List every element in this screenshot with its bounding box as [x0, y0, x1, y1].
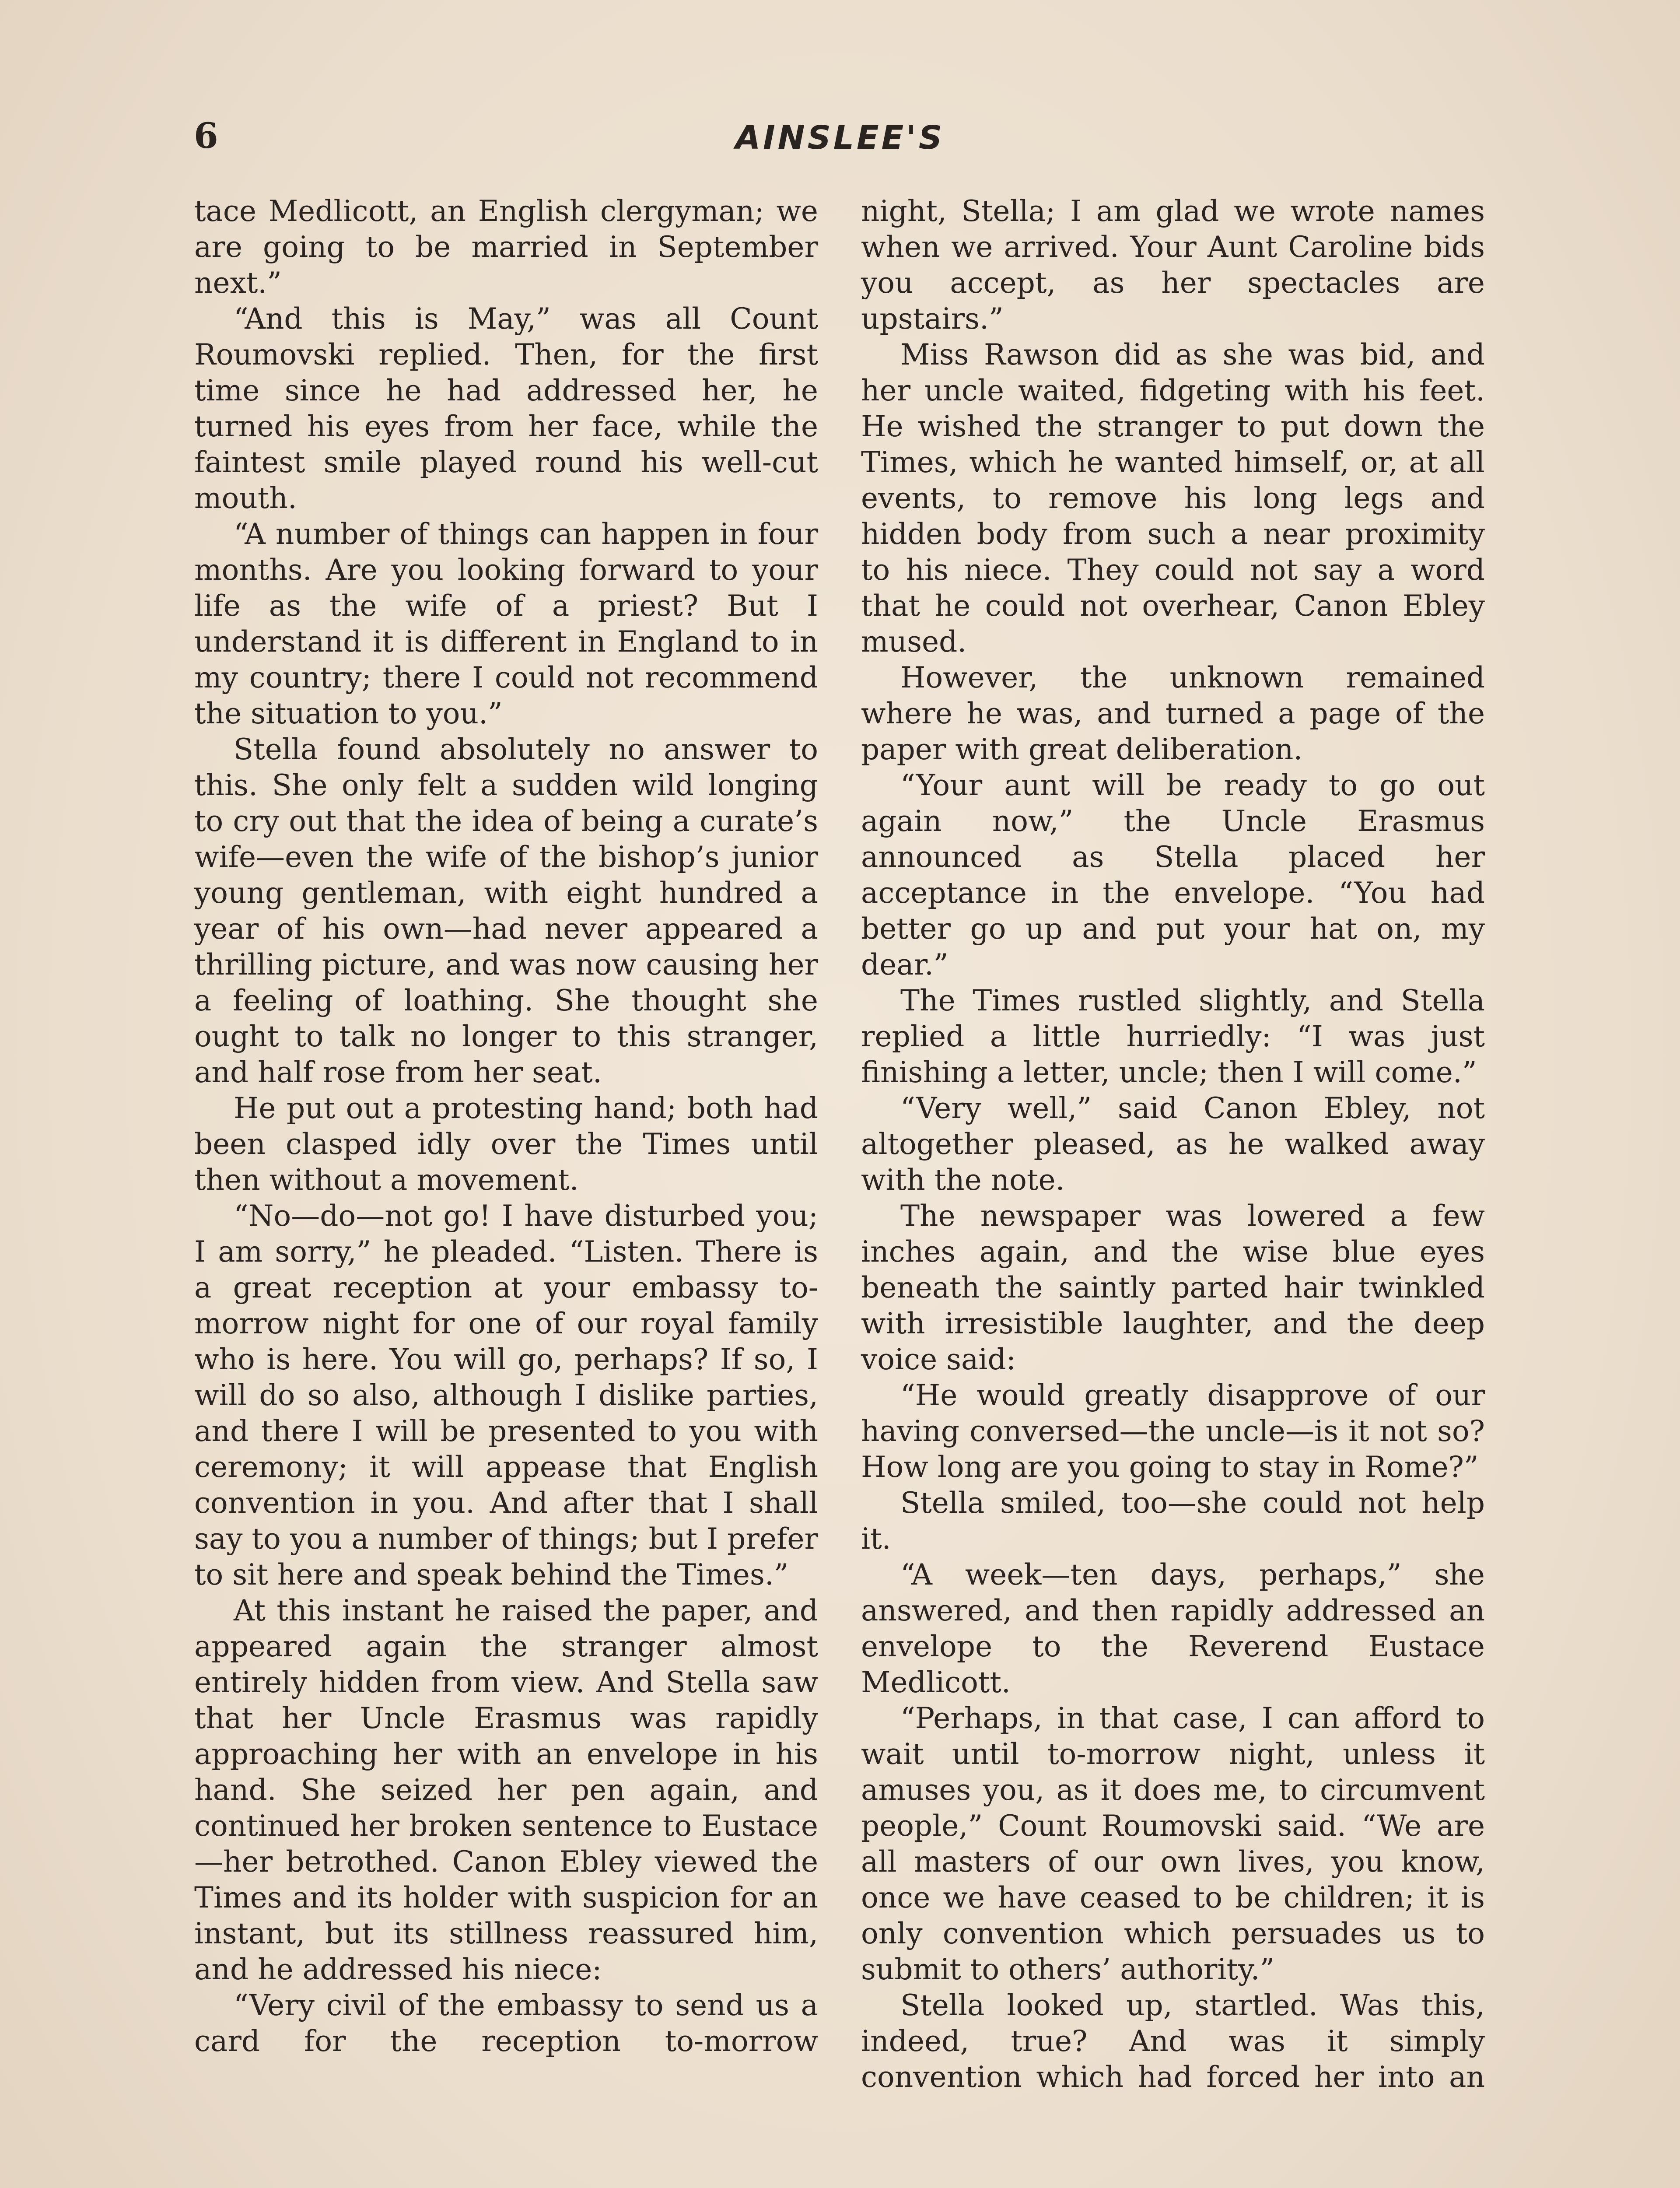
- running-head: AINSLEE'S: [735, 119, 945, 157]
- paragraph: “And this is May,” was all Count Roumovski replied. Then, for the first time since he had addressed her, he turned his eyes from her face, while the faintest smile played round his well-cut mouth.: [194, 302, 818, 515]
- paragraph: “A number of things can happen in four months. Are you looking forward to your life as the wife of a priest? But I understand it is different in England to in my country; there I could not recommend the situation to you.”: [194, 517, 818, 730]
- paragraph: The Times rustled slightly, and Stella replied a little hurriedly: “I was just finishing a letter, uncle; then I will come.”: [861, 984, 1485, 1089]
- paragraph: night, Stella; I am glad we wrote names when we arrived. Your Aunt Caroline bids you accept, as her spectacles are upstairs.”: [861, 194, 1485, 336]
- paragraph: Miss Rawson did as she was bid, and her uncle waited, fidgeting with his feet. He wished the stranger to put down the Times, which he wanted himself, or, at all events, to remove his long legs and hidden body from such a near proximity to his niece. They could not say a word that he could not overhear, Canon Ebley mused.: [861, 338, 1485, 659]
- right-text-column: [861, 193, 1485, 2095]
- paragraph: “A week—ten days, perhaps,” she answered, and then rapidly addressed an envelope to the Reverend Eustace Medlicott.: [861, 1558, 1485, 1699]
- paragraph: Stella smiled, too—she could not help it.: [861, 1486, 1485, 1556]
- paragraph: At this instant he raised the paper, and appeared again the stranger almost entirely hidden from view. And Stella saw that her Uncle Erasmus was rapidly approaching her with an envelope in his hand. She seized her pen again, and continued her broken sentence to Eustace—her betrothed. Canon Ebley viewed the Times and its holder with suspicion for an instant, but its stillness reassured him, and he addressed his niece:: [194, 1594, 818, 1986]
- paragraph: Stella looked up, startled. Was this, indeed, true? And was it simply convention which had forced her into an: [861, 1988, 1485, 2094]
- paragraph: tace Medlicott, an English clergyman; we are going to be married in September next.”: [194, 194, 818, 300]
- paragraph: However, the unknown remained where he was, and turned a page of the paper with great deliberation.: [861, 661, 1485, 766]
- paragraph: “Very civil of the embassy to send us a card for the reception to-morrow: [194, 1988, 818, 2058]
- paragraph: “He would greatly disapprove of our having conversed—the uncle—is it not so? How long are you going to stay in Rome?”: [861, 1378, 1485, 1484]
- left-text-column: [194, 193, 818, 2059]
- page-number: 6: [194, 115, 218, 156]
- paragraph: The newspaper was lowered a few inches again, and the wise blue eyes beneath the saintly parted hair twinkled with irresistible laughter, and the deep voice said:: [861, 1199, 1485, 1376]
- paragraph: “Perhaps, in that case, I can afford to wait until to-morrow night, unless it amuses you, as it does me, to circumvent people,” Count Roumovski said. “We are all masters of our own lives, you know, once we have ceased to be children; it is only convention which persuades us to submit to others’ authority.”: [861, 1701, 1485, 1986]
- paragraph: “Very well,” said Canon Ebley, not altogether pleased, as he walked away with the note.: [861, 1091, 1485, 1197]
- paragraph: “Your aunt will be ready to go out again now,” the Uncle Erasmus announced as Stella placed her acceptance in the envelope. “You had better go up and put your hat on, my dear.”: [861, 768, 1485, 982]
- page-header: [0, 0, 1680, 175]
- paragraph: “No—do—not go! I have disturbed you; I am sorry,” he pleaded. “Listen. There is a great reception at your embassy to-morrow night for one of our royal family who is here. You will go, perhaps? If so, I will do so also, although I dislike parties, and there I will be presented to you with ceremony; it will appease that English convention in you. And after that I shall say to you a number of things; but I prefer to sit here and speak behind the Times.”: [194, 1199, 818, 1592]
- paragraph: Stella found absolutely no answer to this. She only felt a sudden wild longing to cry out that the idea of being a curate’s wife—even the wife of the bishop’s junior young gentleman, with eight hundred a year of his own—had never appeared a thrilling picture, and was now causing her a feeling of loathing. She thought she ought to talk no longer to this stranger, and half rose from her seat.: [194, 733, 818, 1089]
- paragraph: He put out a protesting hand; both had been clasped idly over the Times until then without a movement.: [194, 1091, 818, 1197]
